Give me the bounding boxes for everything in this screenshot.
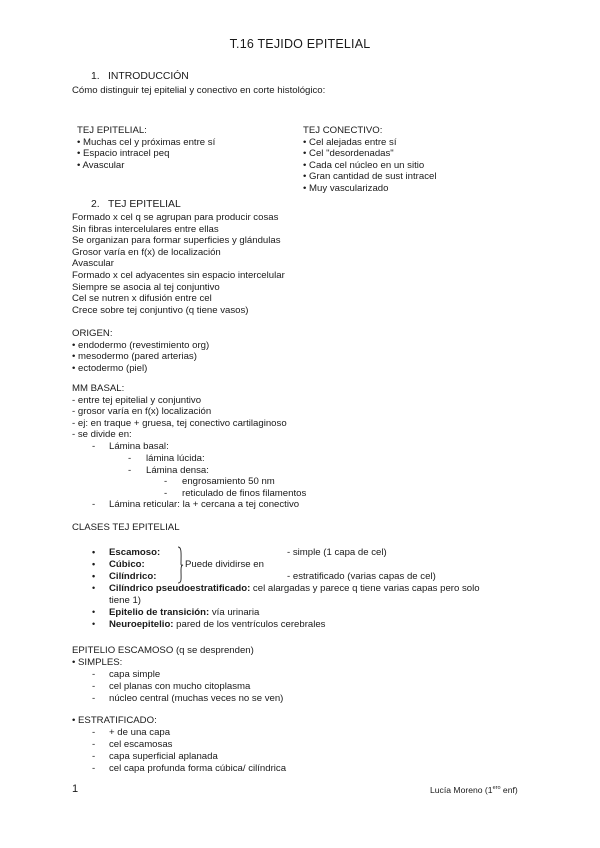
text-line: Cel se nutren x difusión entre cel [72,293,212,305]
dash: - [92,669,96,680]
dash: - [92,751,96,762]
puede-dividirse: Puede dividirse en [185,559,264,570]
neuro-line [109,619,325,631]
list-item: • mesodermo (pared arterias) [72,351,197,363]
list-item: núcleo central (muchas veces no se ven) [109,693,284,704]
transicion-label: Epitelio de transición: [109,607,210,618]
escamoso-head: EPITELIO ESCAMOSO (q se desprenden) [72,645,254,656]
section-2-heading: TEJ EPITELIAL [108,199,181,210]
cilindrico-label: • Cilíndrico: [109,571,156,583]
lamina-basal: Lámina basal: [109,441,169,452]
lamina-densa: Lámina densa: [146,465,209,476]
conectivo-list [303,125,436,195]
lamina-reticular: Lámina reticular: la + cercana a tej conectivo [109,499,300,510]
text-line: Se organizan para formar superficies y glándulas [72,235,281,247]
list-item: cel escamosas [109,739,173,750]
neuro-label: Neuroepitelio: [109,619,174,630]
text-line: Siempre se asocia al tej conjuntivo [72,281,220,293]
simples-head: • SIMPLES: [72,657,123,668]
dash: - [128,465,132,476]
list-item: capa superficial aplanada [109,751,218,762]
pseudo-line [109,583,480,595]
estratificado-text: - estratificado (varias capas de cel) [287,571,436,582]
lamina-lucida: lámina lúcida: [146,453,205,464]
text-line: Avascular [72,258,114,270]
text-line: Sin fibras intercelulares entre ellas [72,223,219,235]
section-1-heading: INTRODUCCIÓN [108,71,189,82]
dash: - [164,476,168,487]
mm-head: MM BASAL: [72,383,125,394]
dash: - [92,681,96,692]
epitelial-list [77,125,215,171]
footer-author [430,785,518,795]
pseudo-text: cel alargadas y parece q tiene varias capas pero solo [250,583,480,594]
engrosamiento: engrosamiento 50 nm [182,476,275,487]
page-title: T.16 TEJIDO EPITELIAL [229,37,371,51]
list-item: • Gran cantidad de sust intracel [303,171,437,183]
list-item: cel planas con mucho citoplasma [109,681,251,692]
list-item: • Muy vascularizado [303,182,389,194]
list-item: • ectodermo (piel) [72,362,148,374]
section-2-number: 2. [91,199,100,210]
mm-basal-block [72,383,287,441]
section-1-number: 1. [91,71,100,82]
transicion-line [109,607,259,619]
section-2-lines [72,212,285,316]
text-line: Formado x cel adyacentes sin espacio intercelular [72,269,285,281]
list-item: • Espacio intracel peq [77,148,170,160]
page-number: 1 [72,783,79,795]
list-item: • Cel "desordenadas" [303,148,394,160]
dash: - [92,499,96,510]
origen-block [72,328,209,374]
estratificado-head: • ESTRATIFICADO: [72,715,157,726]
simple-text: - simple (1 capa de cel) [287,547,387,558]
list-item: - ej: en traque + gruesa, tej conectivo cartilaginoso [72,417,287,429]
list-item: + de una capa [109,727,171,738]
cubico-label: • Cúbico: [109,559,145,571]
dash: - [128,453,132,464]
dash: - [92,763,96,774]
text-line: Crece sobre tej conjuntivo (q tiene vasos) [72,304,249,316]
list-item: • Avascular [77,159,125,171]
dash: - [92,727,96,738]
list-item: cel capa profunda forma cúbica/ cilíndrica [109,763,287,774]
text-line: Formado x cel q se agrupan para producir cosas [72,212,279,223]
epitelial-head: TEJ EPITELIAL: [77,125,147,136]
clases-head: CLASES TEJ EPITELIAL [72,522,180,533]
dash: - [92,693,96,704]
pseudo-text-2: tiene 1) [109,595,141,606]
list-item: • Cel alejadas entre sí [303,136,397,148]
author-text: Lucía Moreno (1 [430,785,493,795]
list-item: - grosor varía en f(x) localización [72,406,212,418]
list-item: - entre tej epitelial y conjuntivo [72,394,202,406]
list-item: • Cada cel núcleo en un sitio [303,159,425,171]
pseudo-label: Cilíndrico pseudoestratificado: [109,583,251,594]
author-sup: ero [492,785,501,792]
conectivo-head: TEJ CONECTIVO: [303,125,383,136]
list-item: - se divide en: [72,429,132,441]
dash: - [164,488,168,499]
text-line: Grosor varía en f(x) de localización [72,246,221,258]
origen-head: ORIGEN: [72,328,113,339]
escamoso-label: • Escamoso: [109,547,160,559]
section-1-intro: Cómo distinguir tej epitelial y conectivo en corte histológico: [72,85,326,96]
list-item: capa simple [109,669,161,680]
neuro-text: pared de los ventrículos cerebrales [173,619,326,630]
list-item: • endodermo (revestimiento org) [72,339,210,351]
transicion-text: vía urinaria [209,607,260,618]
list-item: • Muchas cel y próximas entre sí [77,136,216,148]
author-end: enf) [500,785,518,795]
reticulado: reticulado de finos filamentos [182,488,307,499]
dash: - [92,441,96,452]
dash: - [92,739,96,750]
